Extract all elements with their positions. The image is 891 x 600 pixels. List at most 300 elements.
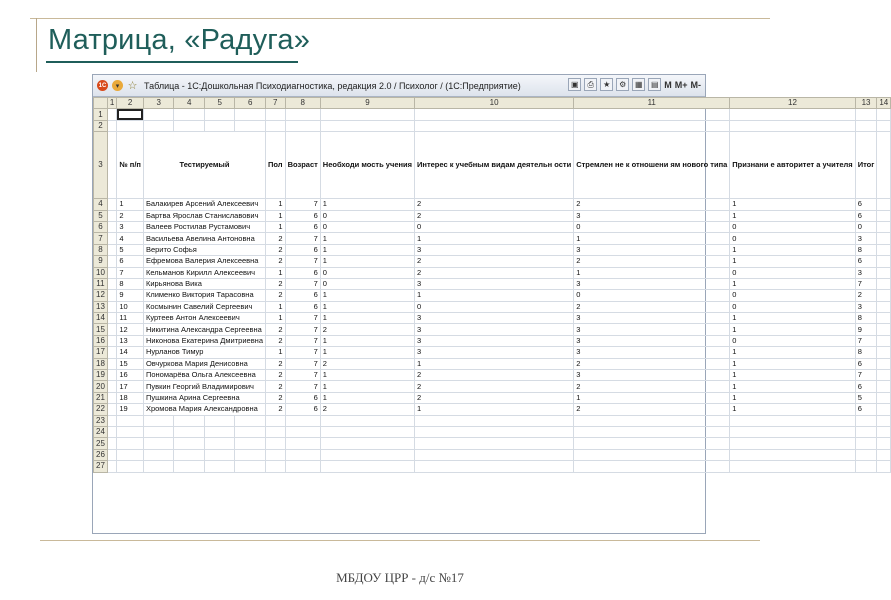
age-cell[interactable]: 7 [285, 313, 320, 324]
score-cell[interactable]: 1 [730, 404, 855, 415]
sheet-cell[interactable] [107, 132, 116, 199]
score-cell[interactable]: 1 [730, 199, 855, 210]
sheet-cell[interactable] [877, 290, 891, 301]
row-header[interactable]: 23 [94, 415, 108, 426]
score-cell[interactable]: 2 [320, 404, 414, 415]
sheet-cell[interactable] [877, 438, 891, 449]
score-cell[interactable]: 2 [574, 381, 730, 392]
sheet-cell[interactable] [107, 109, 116, 120]
score-cell[interactable]: 2 [415, 392, 574, 403]
column-title-cell[interactable]: Возраст [285, 132, 320, 199]
sheet-cell[interactable] [574, 461, 730, 472]
sheet-cell[interactable] [285, 415, 320, 426]
sheet-cell[interactable] [107, 267, 116, 278]
row-header[interactable]: 14 [94, 313, 108, 324]
score-cell[interactable]: 3 [574, 347, 730, 358]
score-cell[interactable]: 7 [855, 370, 877, 381]
sheet-cell[interactable] [320, 415, 414, 426]
sheet-cell[interactable] [235, 109, 266, 120]
sex-cell[interactable]: 2 [266, 335, 286, 346]
score-cell[interactable]: 2 [415, 210, 574, 221]
sheet-cell[interactable] [117, 461, 144, 472]
sheet-cell[interactable] [877, 132, 891, 199]
age-cell[interactable]: 6 [285, 392, 320, 403]
row-header[interactable]: 9 [94, 256, 108, 267]
sheet-cell[interactable] [107, 210, 116, 221]
score-cell[interactable]: 2 [574, 301, 730, 312]
age-cell[interactable]: 7 [285, 256, 320, 267]
sheet-cell[interactable] [320, 461, 414, 472]
sheet-cell[interactable] [877, 199, 891, 210]
sex-cell[interactable]: 2 [266, 381, 286, 392]
sheet-cell[interactable] [107, 449, 116, 460]
score-cell[interactable]: 3 [855, 301, 877, 312]
sheet-cell[interactable] [285, 426, 320, 437]
sheet-cell[interactable] [574, 109, 730, 120]
sheet-cell[interactable] [117, 438, 144, 449]
age-cell[interactable]: 7 [285, 233, 320, 244]
sex-cell[interactable]: 2 [266, 244, 286, 255]
tested-name-cell[interactable]: Овчуркова Мария Денисовна [143, 358, 265, 369]
sex-cell[interactable]: 1 [266, 301, 286, 312]
score-cell[interactable]: 1 [730, 210, 855, 221]
age-cell[interactable]: 7 [285, 278, 320, 289]
column-title-cell[interactable]: Признани е авторитет а учителя [730, 132, 855, 199]
score-cell[interactable]: 3 [574, 244, 730, 255]
sheet-cell[interactable] [877, 358, 891, 369]
score-cell[interactable]: 1 [730, 358, 855, 369]
score-cell[interactable]: 0 [320, 210, 414, 221]
sheet-cell[interactable] [415, 415, 574, 426]
sheet-cell[interactable] [143, 109, 174, 120]
tested-name-cell[interactable]: Пувкин Георгий Владимирович [143, 381, 265, 392]
row-number-cell[interactable]: 14 [117, 347, 144, 358]
tested-name-cell[interactable]: Кирьянова Вика [143, 278, 265, 289]
sheet-cell[interactable] [320, 449, 414, 460]
row-header[interactable]: 6 [94, 221, 108, 232]
score-cell[interactable]: 0 [730, 233, 855, 244]
sheet-cell[interactable] [266, 449, 286, 460]
row-header[interactable]: 17 [94, 347, 108, 358]
score-cell[interactable]: 2 [574, 358, 730, 369]
score-cell[interactable]: 1 [415, 233, 574, 244]
sheet-cell[interactable] [730, 461, 855, 472]
score-cell[interactable]: 0 [730, 221, 855, 232]
sheet-cell[interactable] [877, 244, 891, 255]
column-title-cell[interactable]: Тестируемый [143, 132, 265, 199]
memory-subtract-button[interactable]: M- [690, 79, 701, 90]
sheet-cell[interactable] [107, 244, 116, 255]
sheet-cell[interactable] [877, 324, 891, 335]
sheet-cell[interactable] [107, 426, 116, 437]
sheet-cell[interactable] [320, 109, 414, 120]
row-header[interactable]: 25 [94, 438, 108, 449]
sex-cell[interactable]: 2 [266, 290, 286, 301]
tested-name-cell[interactable]: Хромова Мария Александровна [143, 404, 265, 415]
sheet-cell[interactable] [730, 109, 855, 120]
sheet-cell[interactable] [877, 449, 891, 460]
age-cell[interactable]: 6 [285, 290, 320, 301]
score-cell[interactable]: 3 [855, 233, 877, 244]
score-cell[interactable]: 1 [730, 256, 855, 267]
score-cell[interactable]: 0 [730, 335, 855, 346]
score-cell[interactable]: 1 [574, 392, 730, 403]
score-cell[interactable]: 3 [415, 324, 574, 335]
sheet-cell[interactable] [877, 210, 891, 221]
row-header[interactable]: 11 [94, 278, 108, 289]
score-cell[interactable]: 0 [855, 221, 877, 232]
sheet-cell[interactable] [266, 415, 286, 426]
sheet-cell[interactable] [266, 109, 286, 120]
age-cell[interactable]: 7 [285, 347, 320, 358]
score-cell[interactable]: 0 [730, 290, 855, 301]
row-number-cell[interactable]: 16 [117, 370, 144, 381]
sheet-cell[interactable] [107, 256, 116, 267]
sheet-cell[interactable] [107, 233, 116, 244]
score-cell[interactable]: 8 [855, 313, 877, 324]
sheet-cell[interactable] [235, 438, 266, 449]
sheet-corner[interactable] [94, 98, 108, 109]
sex-cell[interactable]: 2 [266, 358, 286, 369]
sheet-cell[interactable] [266, 426, 286, 437]
sheet-cell[interactable] [730, 438, 855, 449]
sheet-cell[interactable] [266, 120, 286, 131]
sex-cell[interactable]: 2 [266, 324, 286, 335]
column-title-cell[interactable]: Стремлен не к отношени ям нового типа [574, 132, 730, 199]
column-header[interactable]: 9 [320, 98, 414, 109]
favorite-icon[interactable]: ★ [600, 78, 613, 91]
column-header[interactable]: 4 [174, 98, 205, 109]
score-cell[interactable]: 1 [320, 199, 414, 210]
row-header[interactable]: 15 [94, 324, 108, 335]
age-cell[interactable]: 6 [285, 267, 320, 278]
sex-cell[interactable]: 2 [266, 256, 286, 267]
row-number-cell[interactable]: 2 [117, 210, 144, 221]
settings-icon[interactable]: ⚙ [616, 78, 629, 91]
sheet-cell[interactable] [204, 438, 235, 449]
score-cell[interactable]: 1 [574, 233, 730, 244]
row-header[interactable]: 18 [94, 358, 108, 369]
row-number-cell[interactable]: 12 [117, 324, 144, 335]
row-header[interactable]: 20 [94, 381, 108, 392]
score-cell[interactable]: 1 [730, 347, 855, 358]
tested-name-cell[interactable]: Пономарёва Ольга Алексеевна [143, 370, 265, 381]
sheet-cell[interactable] [730, 449, 855, 460]
column-header[interactable]: 13 [855, 98, 877, 109]
tested-name-cell[interactable]: Никитина Александра Сергеевна [143, 324, 265, 335]
sheet-cell[interactable] [107, 313, 116, 324]
sheet-cell[interactable] [235, 120, 266, 131]
sheet-cell[interactable] [107, 381, 116, 392]
score-cell[interactable]: 0 [730, 267, 855, 278]
score-cell[interactable]: 1 [320, 347, 414, 358]
score-cell[interactable]: 1 [320, 381, 414, 392]
sheet-cell[interactable] [235, 415, 266, 426]
sheet-cell[interactable] [574, 438, 730, 449]
sheet-cell[interactable] [143, 426, 174, 437]
sheet-cell[interactable] [877, 120, 891, 131]
sheet-cell[interactable] [320, 438, 414, 449]
sheet-cell[interactable] [174, 426, 205, 437]
sheet-cell[interactable] [285, 449, 320, 460]
print-icon[interactable]: ⎙ [584, 78, 597, 91]
sheet-cell[interactable] [877, 347, 891, 358]
score-cell[interactable]: 1 [320, 392, 414, 403]
sheet-cell[interactable] [204, 109, 235, 120]
sheet-cell[interactable] [877, 461, 891, 472]
column-title-cell[interactable]: Итог [855, 132, 877, 199]
row-number-cell[interactable]: 19 [117, 404, 144, 415]
score-cell[interactable]: 1 [730, 324, 855, 335]
app-logo-icon[interactable]: 1С [97, 80, 108, 91]
score-cell[interactable]: 2 [855, 290, 877, 301]
score-cell[interactable]: 1 [415, 404, 574, 415]
column-title-cell[interactable]: Необходи мость учения [320, 132, 414, 199]
sheet-cell[interactable] [107, 461, 116, 472]
score-cell[interactable]: 1 [320, 256, 414, 267]
age-cell[interactable]: 7 [285, 381, 320, 392]
score-cell[interactable]: 8 [855, 244, 877, 255]
sheet-cell[interactable] [117, 415, 144, 426]
score-cell[interactable]: 3 [574, 313, 730, 324]
score-cell[interactable]: 1 [415, 290, 574, 301]
sheet-cell[interactable] [266, 461, 286, 472]
sheet-cell[interactable] [855, 120, 877, 131]
score-cell[interactable]: 2 [415, 370, 574, 381]
row-header[interactable]: 27 [94, 461, 108, 472]
sheet-cell[interactable] [107, 370, 116, 381]
score-cell[interactable]: 3 [574, 210, 730, 221]
column-header[interactable]: 2 [117, 98, 144, 109]
column-header[interactable]: 3 [143, 98, 174, 109]
score-cell[interactable]: 5 [855, 392, 877, 403]
row-number-cell[interactable]: 15 [117, 358, 144, 369]
score-cell[interactable]: 1 [415, 358, 574, 369]
sheet-cell[interactable] [204, 449, 235, 460]
age-cell[interactable]: 6 [285, 301, 320, 312]
score-cell[interactable]: 0 [415, 301, 574, 312]
score-cell[interactable]: 6 [855, 210, 877, 221]
age-cell[interactable]: 6 [285, 221, 320, 232]
sheet-cell[interactable] [285, 438, 320, 449]
sheet-cell[interactable] [877, 278, 891, 289]
score-cell[interactable]: 1 [320, 244, 414, 255]
column-header[interactable]: 12 [730, 98, 855, 109]
row-number-cell[interactable]: 17 [117, 381, 144, 392]
column-header[interactable]: 10 [415, 98, 574, 109]
sheet-cell[interactable] [574, 426, 730, 437]
sheet-cell[interactable] [415, 461, 574, 472]
age-cell[interactable]: 6 [285, 404, 320, 415]
save-icon[interactable]: ▣ [568, 78, 581, 91]
sheet-cell[interactable] [415, 120, 574, 131]
score-cell[interactable]: 1 [320, 301, 414, 312]
row-header[interactable]: 26 [94, 449, 108, 460]
column-title-cell[interactable]: Пол [266, 132, 286, 199]
score-cell[interactable]: 6 [855, 381, 877, 392]
score-cell[interactable]: 1 [320, 233, 414, 244]
row-header[interactable]: 22 [94, 404, 108, 415]
score-cell[interactable]: 3 [574, 335, 730, 346]
score-cell[interactable]: 2 [320, 324, 414, 335]
score-cell[interactable]: 0 [320, 278, 414, 289]
score-cell[interactable]: 2 [415, 381, 574, 392]
calculator-icon[interactable]: ▦ [632, 78, 645, 91]
age-cell[interactable]: 7 [285, 370, 320, 381]
sheet-cell[interactable] [730, 415, 855, 426]
score-cell[interactable]: 1 [730, 392, 855, 403]
memory-add-button[interactable]: M+ [674, 79, 688, 90]
score-cell[interactable]: 3 [415, 313, 574, 324]
sheet-cell[interactable] [107, 404, 116, 415]
sheet-cell[interactable] [235, 461, 266, 472]
score-cell[interactable]: 2 [415, 267, 574, 278]
column-title-cell[interactable]: Интерес к учебным видам деятельн ости [415, 132, 574, 199]
sheet-cell[interactable] [877, 109, 891, 120]
sheet-cell[interactable] [574, 120, 730, 131]
sheet-cell[interactable] [204, 120, 235, 131]
tested-name-cell[interactable]: Бартва Ярослав Станиславович [143, 210, 265, 221]
row-header[interactable]: 24 [94, 426, 108, 437]
sheet-cell[interactable] [107, 438, 116, 449]
tested-name-cell[interactable]: Васильева Авелина Антоновна [143, 233, 265, 244]
sex-cell[interactable]: 1 [266, 347, 286, 358]
sheet-cell[interactable] [107, 335, 116, 346]
score-cell[interactable]: 1 [574, 267, 730, 278]
row-number-cell[interactable]: 8 [117, 278, 144, 289]
age-cell[interactable]: 7 [285, 199, 320, 210]
sheet-cell[interactable] [143, 415, 174, 426]
column-header[interactable]: 7 [266, 98, 286, 109]
score-cell[interactable]: 3 [574, 324, 730, 335]
row-header[interactable]: 2 [94, 120, 108, 131]
column-header[interactable]: 5 [204, 98, 235, 109]
favorite-star-icon[interactable]: ☆ [127, 80, 138, 92]
score-cell[interactable]: 2 [320, 358, 414, 369]
score-cell[interactable]: 6 [855, 256, 877, 267]
row-header[interactable]: 4 [94, 199, 108, 210]
sheet-cell[interactable] [877, 267, 891, 278]
score-cell[interactable]: 1 [730, 370, 855, 381]
score-cell[interactable]: 3 [855, 267, 877, 278]
sheet-cell[interactable] [877, 313, 891, 324]
sheet-cell[interactable] [877, 404, 891, 415]
sheet-cell[interactable] [204, 461, 235, 472]
sheet-cell[interactable] [174, 109, 205, 120]
score-cell[interactable]: 3 [415, 244, 574, 255]
sheet-cell[interactable] [107, 120, 116, 131]
sheet-cell[interactable] [415, 449, 574, 460]
age-cell[interactable]: 6 [285, 244, 320, 255]
score-cell[interactable]: 6 [855, 404, 877, 415]
sheet-cell[interactable] [877, 381, 891, 392]
score-cell[interactable]: 9 [855, 324, 877, 335]
sheet-cell[interactable] [855, 426, 877, 437]
row-header[interactable]: 3 [94, 132, 108, 199]
score-cell[interactable]: 3 [415, 335, 574, 346]
score-cell[interactable]: 0 [415, 221, 574, 232]
sheet-cell[interactable] [574, 415, 730, 426]
sheet-cell[interactable] [415, 438, 574, 449]
row-number-cell[interactable]: 7 [117, 267, 144, 278]
sheet-cell[interactable] [117, 449, 144, 460]
sex-cell[interactable]: 2 [266, 392, 286, 403]
sheet-cell[interactable] [574, 449, 730, 460]
age-cell[interactable]: 7 [285, 335, 320, 346]
sheet-cell[interactable] [143, 461, 174, 472]
score-cell[interactable]: 6 [855, 199, 877, 210]
sheet-cell[interactable] [877, 426, 891, 437]
sheet-cell[interactable] [107, 278, 116, 289]
sheet-cell[interactable] [320, 120, 414, 131]
age-cell[interactable]: 7 [285, 358, 320, 369]
tested-name-cell[interactable]: Кельманов Кирилл Алексеевич [143, 267, 265, 278]
score-cell[interactable]: 1 [730, 244, 855, 255]
row-header[interactable]: 12 [94, 290, 108, 301]
score-cell[interactable]: 3 [415, 278, 574, 289]
sheet-cell[interactable] [107, 358, 116, 369]
score-cell[interactable]: 2 [574, 199, 730, 210]
sheet-cell[interactable] [855, 415, 877, 426]
sheet-cell[interactable] [174, 120, 205, 131]
sheet-cell[interactable] [320, 426, 414, 437]
sheet-cell[interactable] [877, 335, 891, 346]
score-cell[interactable]: 0 [320, 267, 414, 278]
sex-cell[interactable]: 2 [266, 370, 286, 381]
score-cell[interactable]: 2 [415, 199, 574, 210]
sheet-cell[interactable] [730, 426, 855, 437]
sheet-cell[interactable] [107, 347, 116, 358]
sheet-cell[interactable] [117, 426, 144, 437]
sheet-cell[interactable] [855, 449, 877, 460]
menu-arrow-icon[interactable]: ▾ [112, 80, 123, 91]
tested-name-cell[interactable]: Ефремова Валерия Алексеевна [143, 256, 265, 267]
row-header[interactable]: 21 [94, 392, 108, 403]
sheet-cell[interactable] [107, 324, 116, 335]
score-cell[interactable]: 1 [730, 381, 855, 392]
column-header[interactable]: 14 [877, 98, 891, 109]
sheet-cell[interactable] [266, 438, 286, 449]
age-cell[interactable]: 7 [285, 324, 320, 335]
column-header[interactable]: 11 [574, 98, 730, 109]
row-header[interactable]: 10 [94, 267, 108, 278]
age-cell[interactable]: 6 [285, 210, 320, 221]
sex-cell[interactable]: 2 [266, 278, 286, 289]
sheet-cell[interactable] [855, 461, 877, 472]
row-number-cell[interactable]: 1 [117, 199, 144, 210]
sheet-cell[interactable] [174, 438, 205, 449]
sheet-cell[interactable] [730, 120, 855, 131]
row-header[interactable]: 16 [94, 335, 108, 346]
score-cell[interactable]: 1 [320, 335, 414, 346]
sex-cell[interactable]: 1 [266, 210, 286, 221]
row-number-cell[interactable]: 11 [117, 313, 144, 324]
score-cell[interactable]: 0 [730, 301, 855, 312]
memory-button[interactable]: M [664, 79, 672, 90]
tested-name-cell[interactable]: Верито Софья [143, 244, 265, 255]
sheet-cell[interactable] [877, 256, 891, 267]
row-header[interactable]: 5 [94, 210, 108, 221]
sheet-cell[interactable] [877, 233, 891, 244]
sheet-cell[interactable] [877, 301, 891, 312]
sheet-cell[interactable] [415, 109, 574, 120]
sheet-cell[interactable] [855, 438, 877, 449]
sex-cell[interactable]: 2 [266, 233, 286, 244]
tested-name-cell[interactable]: Куртеев Антон Алексеевич [143, 313, 265, 324]
sheet-cell[interactable] [285, 461, 320, 472]
sheet-cell[interactable] [877, 392, 891, 403]
score-cell[interactable]: 3 [415, 347, 574, 358]
